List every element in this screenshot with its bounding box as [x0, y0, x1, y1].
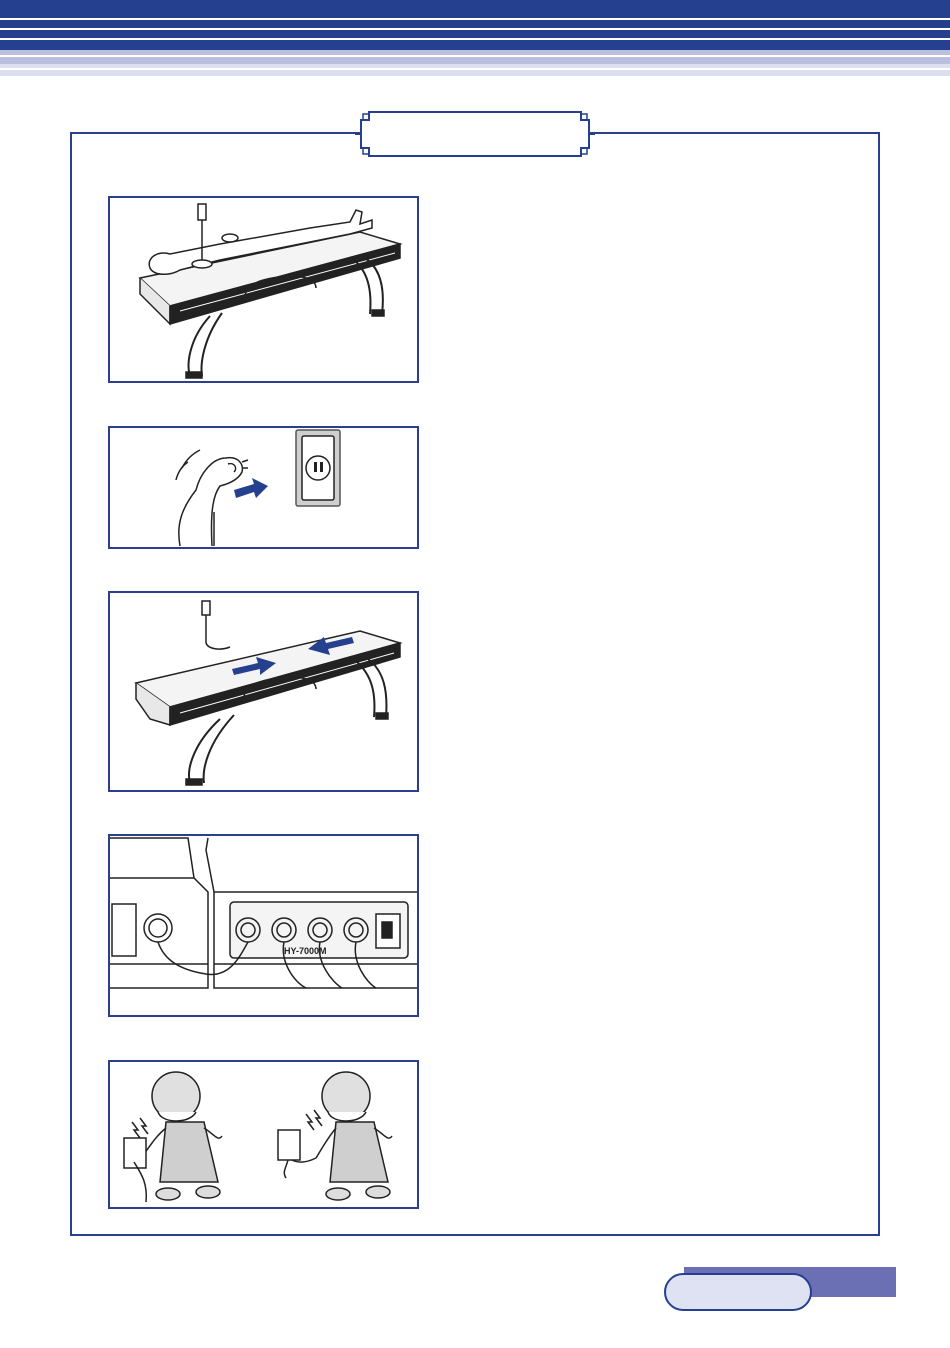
bed-arrows-illustration — [110, 593, 419, 792]
header-stripe-white-2 — [0, 68, 950, 70]
header-stripe-white-1 — [0, 55, 950, 57]
insert-arrow-icon — [234, 478, 268, 498]
page-tab-pill — [664, 1273, 812, 1311]
figure-person-on-bed — [108, 196, 419, 383]
header-stripe-line-3 — [0, 38, 950, 40]
header-stripe-top — [0, 0, 950, 50]
page-tab — [664, 1265, 896, 1317]
connector-panel-illustration — [110, 836, 419, 1017]
figure-plug-into-outlet — [108, 426, 419, 549]
plug-outlet-illustration — [110, 428, 419, 549]
panel-model-label: HY-7000M — [284, 946, 327, 956]
header-stripe-mid — [0, 50, 950, 64]
figure-connector-panel — [108, 834, 419, 1017]
massage-bed-person-illustration — [110, 198, 419, 383]
header-stripe-line-2 — [0, 28, 950, 30]
section-title-plate — [355, 106, 595, 162]
figure-unplugging — [108, 1060, 419, 1209]
figure-bed-with-arrows — [108, 591, 419, 792]
header-stripe-light — [0, 64, 950, 76]
header-stripe-line-1 — [0, 18, 950, 20]
unplugging-illustration — [110, 1062, 419, 1209]
